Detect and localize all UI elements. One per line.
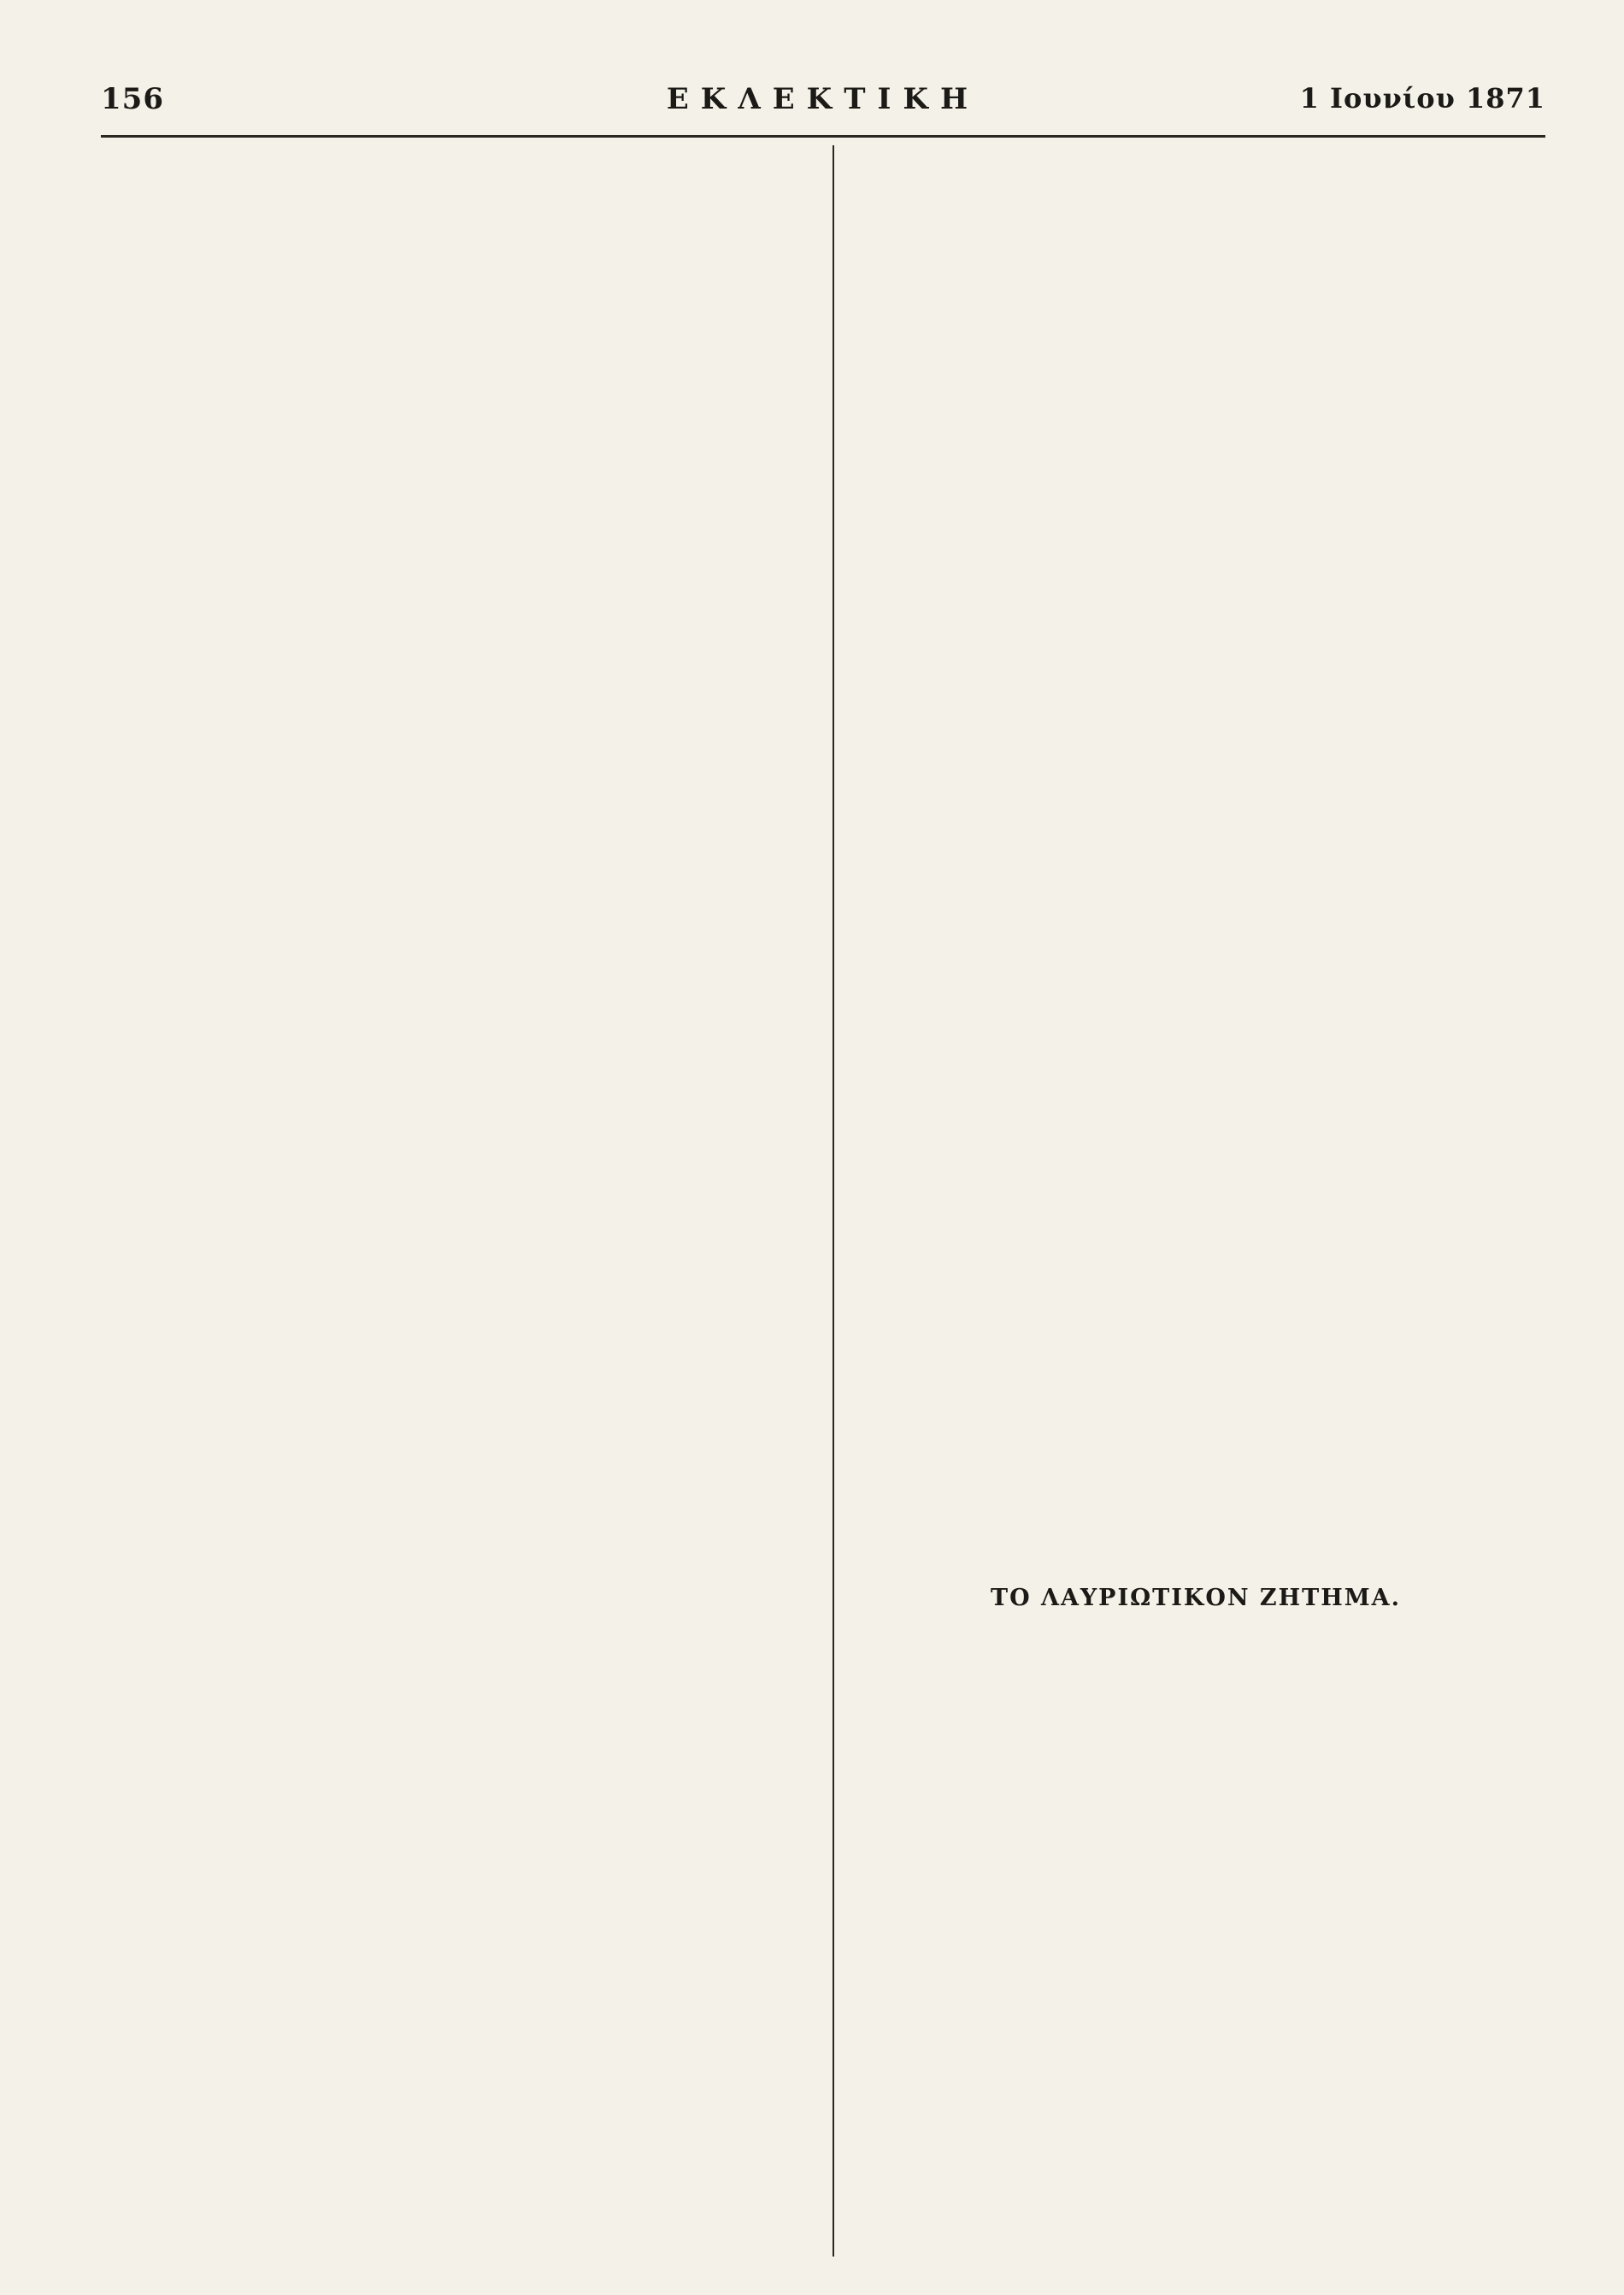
text-line <box>846 2008 1545 2039</box>
text-line <box>101 841 822 873</box>
text-line <box>101 1980 822 2011</box>
text-line <box>101 1252 822 1284</box>
text-line <box>846 209 1545 240</box>
text-line <box>101 1632 822 1663</box>
text-line <box>846 430 1545 462</box>
text-line <box>846 1094 1545 1126</box>
text-line <box>846 177 1545 209</box>
text-line <box>101 620 822 651</box>
text-line <box>846 240 1545 272</box>
text-line <box>101 1031 822 1062</box>
text-line <box>101 778 822 809</box>
text-line <box>101 1442 822 1474</box>
text-line <box>101 335 822 367</box>
text-line <box>846 145 1545 177</box>
publication-title: ΕΚΛΕΚΤΙΚΗ <box>666 82 980 116</box>
text-line <box>846 1474 1545 1505</box>
text-line <box>846 2103 1545 2134</box>
text-line <box>101 651 822 683</box>
text-line <box>101 2169 822 2201</box>
text-line <box>846 1755 1545 1786</box>
text-line <box>101 1853 822 1885</box>
text-line <box>846 1347 1545 1379</box>
text-line <box>101 873 822 904</box>
text-line <box>846 1126 1545 1157</box>
text-line <box>846 1913 1545 1945</box>
text-line <box>846 651 1545 683</box>
text-line <box>101 1663 822 1695</box>
text-line <box>846 462 1545 493</box>
text-line <box>101 430 822 462</box>
text-line <box>101 936 822 968</box>
text-line <box>101 1727 822 1758</box>
text-line <box>101 999 822 1031</box>
text-line <box>101 2011 822 2043</box>
text-line <box>101 968 822 999</box>
text-line <box>846 841 1545 873</box>
text-line <box>846 1189 1545 1221</box>
text-line <box>101 715 822 746</box>
text-line <box>101 1758 822 1790</box>
text-line <box>101 1790 822 1821</box>
text-line <box>101 2074 822 2106</box>
text-line <box>101 1410 822 1442</box>
column-divider <box>833 145 834 2257</box>
text-line <box>101 1505 822 1537</box>
text-line <box>846 1284 1545 1315</box>
text-line <box>846 620 1545 651</box>
text-line <box>101 272 822 303</box>
text-line <box>101 1695 822 1727</box>
text-line <box>101 1062 822 1094</box>
text-line <box>101 1221 822 1252</box>
text-line <box>101 2043 822 2074</box>
text-line <box>101 2138 822 2169</box>
text-line <box>101 1600 822 1632</box>
text-line <box>846 715 1545 746</box>
text-line <box>846 1723 1545 1755</box>
text-line <box>101 746 822 778</box>
text-line <box>846 968 1545 999</box>
text-line <box>101 1157 822 1189</box>
text-line <box>101 462 822 493</box>
text-line <box>101 809 822 841</box>
header-rule <box>101 135 1545 138</box>
text-line <box>846 1945 1545 1976</box>
text-line <box>846 588 1545 620</box>
text-line <box>846 525 1545 556</box>
text-line <box>846 936 1545 968</box>
text-line <box>846 1252 1545 1284</box>
text-line <box>846 1410 1545 1442</box>
text-line <box>846 493 1545 525</box>
text-line <box>101 1379 822 1410</box>
text-line <box>846 1537 1545 1568</box>
text-line <box>846 683 1545 715</box>
text-line <box>846 1157 1545 1189</box>
text-line <box>101 1189 822 1221</box>
text-line <box>101 1284 822 1315</box>
text-line <box>101 1347 822 1379</box>
text-line <box>846 999 1545 1031</box>
text-line <box>101 398 822 430</box>
text-line <box>101 2106 822 2138</box>
text-line <box>846 367 1545 398</box>
text-line <box>846 1881 1545 1913</box>
text-line <box>101 493 822 525</box>
text-line <box>846 1062 1545 1094</box>
text-line <box>846 1818 1545 1850</box>
text-line <box>846 1786 1545 1818</box>
text-line <box>846 778 1545 809</box>
text-line <box>101 1948 822 1980</box>
text-line <box>846 2071 1545 2103</box>
text-line <box>101 1568 822 1600</box>
text-line <box>846 303 1545 335</box>
text-line <box>846 1379 1545 1410</box>
text-line <box>846 2039 1545 2071</box>
text-line <box>846 272 1545 303</box>
text-line <box>846 1315 1545 1347</box>
text-line <box>846 1442 1545 1474</box>
text-line <box>846 2166 1545 2198</box>
text-line <box>846 1850 1545 1881</box>
text-line <box>101 303 822 335</box>
text-line <box>101 1126 822 1157</box>
text-line <box>846 2198 1545 2229</box>
text-line <box>846 1505 1545 1537</box>
text-line <box>846 809 1545 841</box>
text-line <box>101 1821 822 1853</box>
text-line <box>846 398 1545 430</box>
text-line <box>846 1221 1545 1252</box>
text-line <box>101 240 822 272</box>
text-line <box>101 525 822 556</box>
text-line <box>101 145 822 177</box>
text-line <box>101 367 822 398</box>
text-line <box>101 683 822 715</box>
text-line <box>101 177 822 209</box>
left-column <box>101 145 822 2265</box>
text-line <box>101 1094 822 1126</box>
text-line <box>846 1031 1545 1062</box>
text-line <box>101 1916 822 1948</box>
right-column <box>846 145 1545 2265</box>
page-header <box>101 82 1545 135</box>
text-line <box>846 873 1545 904</box>
text-line <box>101 209 822 240</box>
text-line <box>846 1660 1545 1692</box>
text-line <box>101 556 822 588</box>
text-line <box>101 1885 822 1916</box>
text-line <box>846 1628 1545 1660</box>
text-line <box>846 556 1545 588</box>
text-line <box>101 1537 822 1568</box>
issue-date: 1 Ιουνίου 1871 <box>1299 82 1545 115</box>
text-line <box>101 1315 822 1347</box>
text-line <box>101 904 822 936</box>
text-line <box>101 588 822 620</box>
section-heading: ΤΟ ΛΑΥΡΙΩΤΙΚΟΝ ΖΗΤΗΜΑ. <box>991 1585 1401 1611</box>
text-line <box>101 1474 822 1505</box>
text-line <box>846 746 1545 778</box>
text-line <box>846 2134 1545 2166</box>
page-number: 156 <box>101 82 164 116</box>
text-line <box>846 1692 1545 1723</box>
text-line <box>846 904 1545 936</box>
text-line <box>846 1976 1545 2008</box>
text-line <box>846 335 1545 367</box>
